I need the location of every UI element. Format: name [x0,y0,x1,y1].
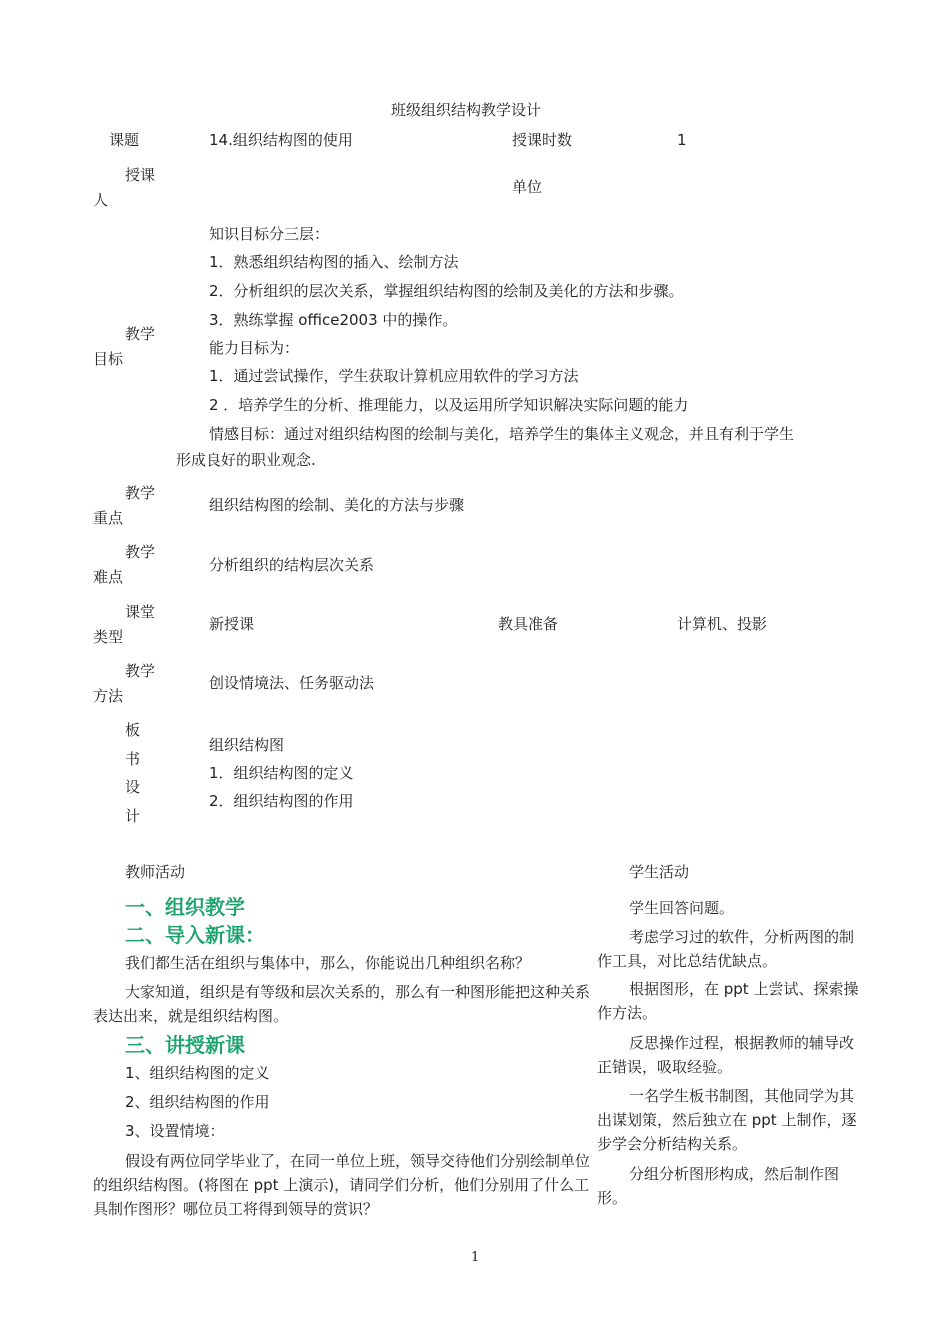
teacher-label-1: 授课 [125,166,156,184]
knowledge-item-1: 1．熟悉组织结构图的插入、绘制方法 [209,253,459,271]
hours-label: 授课时数 [512,131,573,149]
student-activity-1: 学生回答问题。 [629,899,735,917]
teacher-paragraph-1: 我们都生活在组织与集体中，那么，你能说出几种组织名称？ [125,954,531,972]
page-number: 1 [471,1250,480,1265]
classtype-value: 新授课 [209,615,255,633]
ability-item-1: 1．通过尝试操作，学生获取计算机应用软件的学习方法 [209,367,579,385]
lesson-item-2: 2、组织结构图的作用 [125,1093,270,1111]
ability-intro: 能力目标为： [209,339,300,357]
difficulty-label-1: 教学 [125,543,156,561]
classtype-label-1: 课堂 [125,603,156,621]
lesson-item-1: 1、组织结构图的定义 [125,1064,270,1082]
section-heading-intro: 二、导入新课： [125,923,265,947]
board-item-1: 1．组织结构图的定义 [209,764,354,782]
goals-label-1: 教学 [125,325,156,343]
board-label-char-4: 计 [125,807,141,825]
method-label-2: 方法 [93,687,124,705]
board-label-char-1: 板 [125,721,141,739]
emotion-goal-line-2: 形成良好的职业观念. [176,451,316,469]
unit-label: 单位 [512,178,543,196]
teacher-paragraph-3: 假设有两位同学毕业了，在同一单位上班，领导交待他们分别绘制单位的组织结构图。(将图在 ppt 上演示)，请同学们分析，他们分别用了什么工具制作图形？哪位员工将得到领导的赏识？ [93,1152,591,1218]
topic-label: 课题 [109,131,140,149]
page-title: 班级组织结构教学设计 [391,101,542,119]
student-activity-header: 学生活动 [629,863,690,881]
difficulty-value: 分析组织的结构层次关系 [209,556,375,574]
tools-value: 计算机、投影 [677,615,768,633]
keypoint-label-2: 重点 [93,509,124,527]
student-activity-6: 分组分析图形构成，然后制作图形。 [597,1165,840,1207]
goals-label-2: 目标 [93,350,124,368]
method-value: 创设情境法、任务驱动法 [209,674,375,692]
board-label-char-3: 设 [125,778,141,796]
keypoint-label-1: 教学 [125,484,156,502]
board-label-char-2: 书 [125,750,141,768]
teacher-label-2: 人 [93,191,109,209]
section-heading-organize: 一、组织教学 [125,895,245,919]
knowledge-intro: 知识目标分三层： [209,225,330,243]
keypoint-value: 组织结构图的绘制、美化的方法与步骤 [209,496,465,514]
teacher-paragraph-2: 大家知道，组织是有等级和层次关系的，那么有一种图形能把这种关系表达出来，就是组织结构图。 [93,983,591,1025]
ability-item-2: 2 ．培养学生的分析、推理能力，以及运用所学知识解决实际问题的能力 [209,396,689,414]
knowledge-item-2: 2．分析组织的层次关系，掌握组织结构图的绘制及美化的方法和步骤。 [209,282,684,300]
student-activity-3: 根据图形，在 ppt 上尝试、探索操作方法。 [597,980,859,1022]
hours-value: 1 [677,131,687,149]
emotion-goal-line-1: 情感目标：通过对组织结构图的绘制与美化，培养学生的集体主义观念，并且有利于学生 [209,425,795,443]
knowledge-item-3: 3．熟练掌握 office2003 中的操作。 [209,311,458,329]
method-label-1: 教学 [125,662,156,680]
student-activity-5: 一名学生板书制图，其他同学为其出谋划策，然后独立在 ppt 上制作，逐步学会分析结构关系。 [597,1087,857,1153]
lesson-item-3: 3、设置情境： [125,1122,225,1140]
student-activity-2: 考虑学习过的软件，分析两图的制作工具，对比总结优缺点。 [597,928,855,970]
classtype-label-2: 类型 [93,628,124,646]
student-activity-4: 反思操作过程，根据教师的辅导改正错误，吸取经验。 [597,1034,855,1076]
board-item-2: 2．组织结构图的作用 [209,792,354,810]
section-heading-new-lesson: 三、讲授新课 [125,1033,245,1057]
board-title: 组织结构图 [209,736,285,754]
tools-label: 教具准备 [498,615,559,633]
topic-value: 14.组织结构图的使用 [209,131,353,149]
difficulty-label-2: 难点 [93,568,124,586]
teacher-activity-header: 教师活动 [125,863,186,881]
